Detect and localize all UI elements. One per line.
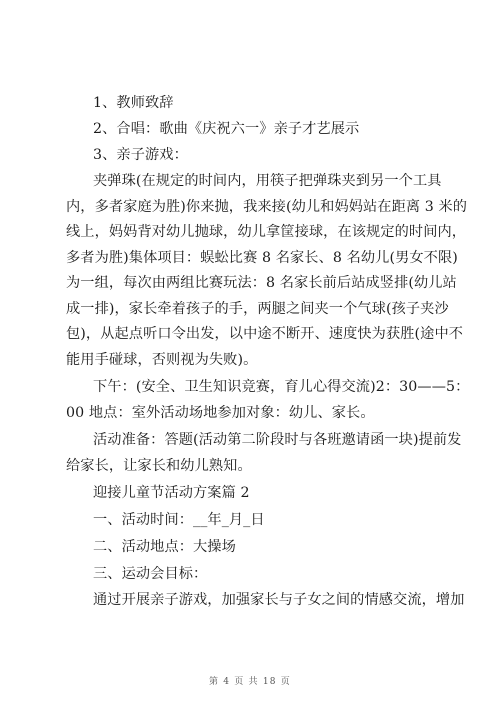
- text-line: 三、运动会目标：: [93, 566, 208, 582]
- text-line: 活动准备：答题(活动第二阶段时与各班邀请函一块)提前发: [93, 432, 462, 448]
- text-line: 内，多者家庭为胜)你来抛，我来接(幼儿和妈妈站在距离 3 米的: [66, 199, 468, 215]
- text-line: 通过开展亲子游戏，加强家长与子女之间的情感交流，增加: [93, 592, 465, 608]
- text-line: 为一组，每次由两组比赛玩法：8 名家长前后站成竖排(幼儿站: [66, 275, 457, 291]
- text-line: 二、活动地点：大操场: [93, 539, 236, 555]
- section-heading: 迎接儿童节活动方案篇 2: [93, 485, 250, 501]
- text-line: 00 地点：室外活动场地参加对象：幼儿、家长。: [66, 405, 375, 421]
- text-line: 下午：(安全、卫生知识竞赛，育儿心得交流)2：30——5：: [93, 379, 470, 395]
- text-line: 给家长，让家长和幼儿熟知。: [66, 458, 252, 474]
- text-line: 成一排)，家长牵着孩子的手，两腿之间夹一个气球(孩子夹沙: [66, 301, 449, 317]
- text-line: 2、合唱：歌曲《庆祝六一》亲子才艺展示: [93, 121, 360, 137]
- text-line: 多者为胜)集体项目：蜈蚣比赛 8 名家长、8 名幼儿(男女不限): [66, 250, 458, 266]
- text-line: 能用手碰球，否则视为失败)。: [66, 352, 258, 368]
- page-number-footer: 第 4 页 共 18 页: [209, 677, 291, 687]
- text-line: 线上，妈妈背对幼儿抛球，幼儿拿筐接球，在该规定的时间内，: [66, 224, 467, 240]
- text-line: 夹弹珠(在规定的时间内，用筷子把弹珠夹到另一个工具: [93, 173, 442, 189]
- text-line: 1、教师致辞: [93, 95, 174, 111]
- text-line: 3、亲子游戏：: [93, 147, 188, 163]
- text-line: 包)，从起点听口令出发，以中途不断开、速度快为获胜(途中不: [66, 326, 464, 342]
- text-line: 一、活动时间：__年_月_日: [93, 512, 265, 528]
